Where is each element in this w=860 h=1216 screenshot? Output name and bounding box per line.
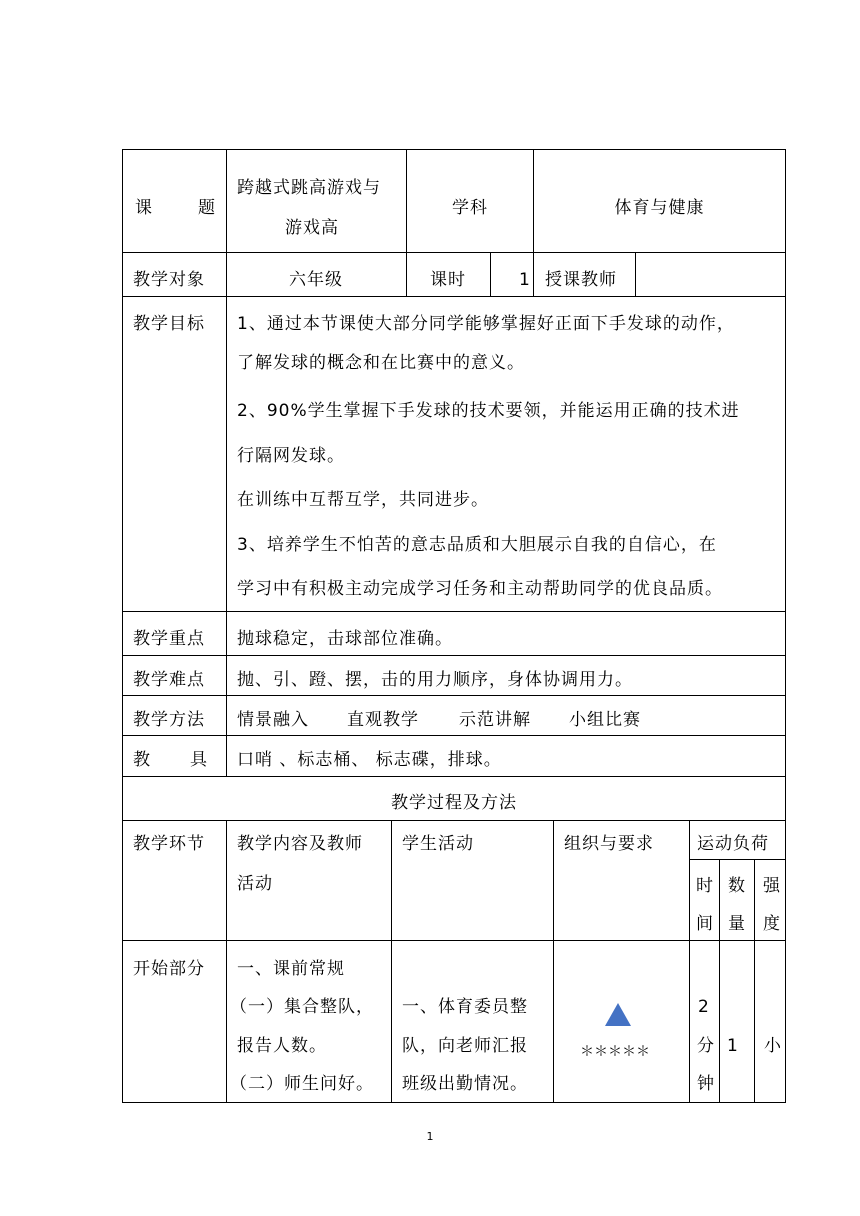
time-header: 时 — [696, 876, 714, 896]
goal-line: 3、培养学生不怕苦的意志品质和大胆展示自我的自信心，在 — [237, 535, 717, 555]
tools-label-2: 具 — [190, 750, 208, 770]
load-header: 运动负荷 — [697, 834, 769, 854]
process-title: 教学过程及方法 — [391, 793, 517, 813]
key-point-label: 教学重点 — [133, 629, 205, 649]
start-student-line: 班级出勤情况。 — [402, 1074, 528, 1094]
intensity-header: 度 — [763, 914, 781, 934]
goal-line: 行隔网发球。 — [237, 446, 345, 466]
student-formation: ＊＊＊＊＊ — [580, 1044, 650, 1060]
start-time: 2 — [698, 997, 710, 1017]
method-item: 直观教学 — [347, 710, 419, 730]
start-content-line: 报告人数。 — [237, 1036, 327, 1056]
start-student-line: 队，向老师汇报 — [402, 1036, 528, 1056]
goals-label: 教学目标 — [133, 314, 205, 334]
count-header: 量 — [728, 914, 746, 934]
subject-value: 体育与健康 — [614, 198, 705, 218]
start-count: 1 — [727, 1036, 739, 1056]
period-label: 课时 — [430, 270, 466, 290]
content-header-line2: 活动 — [237, 874, 273, 894]
start-time: 分 — [697, 1036, 715, 1056]
method-item: 小组比赛 — [569, 710, 641, 730]
start-content-line: （二）师生问好。 — [230, 1074, 374, 1094]
audience-label: 教学对象 — [133, 270, 205, 290]
period-value: 1 — [519, 270, 531, 290]
organization-header: 组织与要求 — [564, 834, 654, 854]
start-content-line: （一）集合整队， — [230, 997, 374, 1017]
intensity-header: 强 — [763, 876, 781, 896]
start-stage-label: 开始部分 — [133, 959, 205, 979]
goal-line: 在训练中互帮互学，共同进步。 — [237, 490, 489, 510]
topic-label-1: 课 — [135, 198, 153, 218]
methods-label: 教学方法 — [133, 710, 205, 730]
audience-value: 六年级 — [289, 270, 343, 290]
content-header-line1: 教学内容及教师 — [237, 834, 363, 854]
subject-label: 学科 — [452, 198, 488, 218]
teacher-label: 授课教师 — [545, 270, 617, 290]
page-number: 1 — [426, 1130, 434, 1143]
goal-line: 2、90%学生掌握下手发球的技术要领，并能运用正确的技术进 — [237, 401, 740, 421]
topic-value-line1: 跨越式跳高游戏与 — [237, 178, 381, 198]
start-content-line: 一、课前常规 — [237, 959, 345, 979]
time-header: 间 — [696, 914, 714, 934]
topic-value-line2: 游戏高 — [285, 218, 339, 238]
difficulty-label: 教学难点 — [133, 670, 205, 690]
difficulty-value: 抛、引、蹬、摆，击的用力顺序，身体协调用力。 — [237, 670, 633, 690]
start-intensity: 小 — [764, 1036, 782, 1056]
start-time: 钟 — [697, 1074, 715, 1094]
stage-header: 教学环节 — [133, 834, 205, 854]
tools-value: 口哨 、标志桶、 标志碟，排球。 — [237, 750, 502, 770]
topic-label-2: 题 — [198, 198, 216, 218]
student-header: 学生活动 — [402, 834, 474, 854]
method-item: 情景融入 — [237, 710, 309, 730]
key-point-value: 抛球稳定，击球部位准确。 — [237, 629, 453, 649]
count-header: 数 — [728, 876, 746, 896]
tools-label-1: 教 — [133, 750, 151, 770]
goal-line: 了解发球的概念和在比赛中的意义。 — [237, 353, 525, 373]
start-student-line: 一、体育委员整 — [402, 997, 528, 1017]
method-item: 示范讲解 — [459, 710, 531, 730]
goal-line: 学习中有积极主动完成学习任务和主动帮助同学的优良品质。 — [237, 579, 723, 599]
goal-line: 1、通过本节课使大部分同学能够掌握好正面下手发球的动作， — [237, 314, 735, 334]
teacher-position-marker — [605, 1003, 631, 1026]
